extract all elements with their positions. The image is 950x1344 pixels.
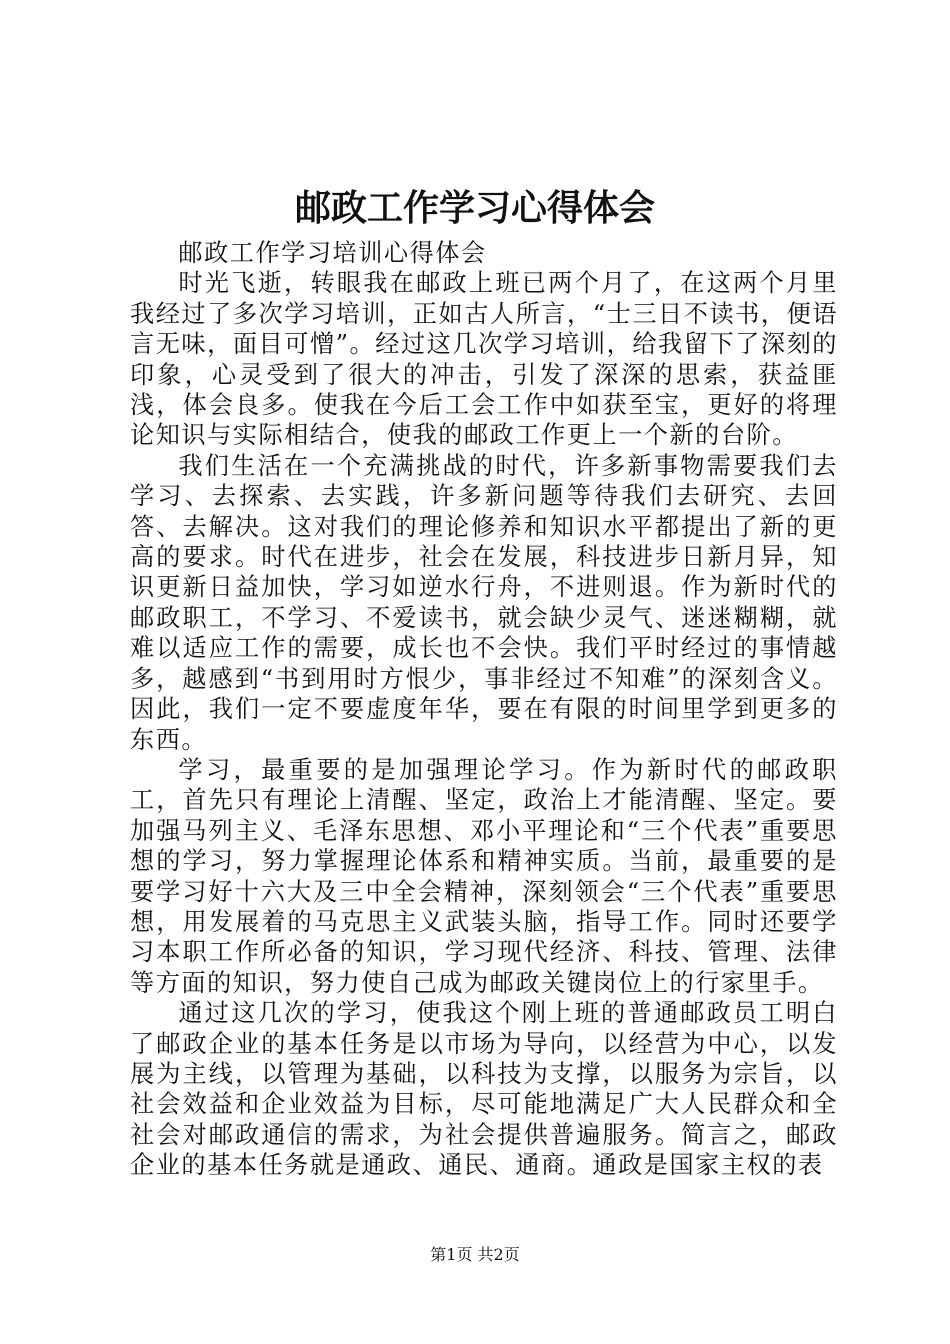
- subtitle-paragraph: 邮政工作学习培训心得体会: [178, 239, 487, 267]
- page-number-footer: 第1页 共2页: [430, 1245, 520, 1264]
- body-paragraph: 通过这几次的学习，使我这个刚上班的普通邮政员工明白了邮政企业的基本任务是以市场为导向，以经营为中心，以发展为主线，以管理为基础，以科技为支撑，以服务为宗旨，以社会效益和企业效益为目标，尽可能地满足广大人民群众和全社会对邮政通信的需求，为社会提供普遍服务。简言之，邮政企业的基本任务就是通政、通民、通商。通政是国家主权的表: [130, 999, 838, 1180]
- body-paragraph: 时光飞逝，转眼我在邮政上班已两个月了，在这两个月里我经过了多次学习培训，正如古人所言，“士三日不读书，便语言无味，面目可憎”。经过这几次学习培训，给我留下了深刻的印象，心灵受到了很大的冲击，引发了深深的思索，获益匪浅，体会良多。使我在今后工会工作中如获至宝，更好的将理论知识与实际相结合，使我的邮政工作更上一个新的台阶。: [130, 269, 838, 450]
- document-body: [130, 238, 838, 1181]
- body-paragraph: 我们生活在一个充满挑战的时代，许多新事物需要我们去学习、去探索、去实践，许多新问题等待我们去研究、去回答、去解决。这对我们的理论修养和知识水平都提出了新的更高的要求。时代在进步，社会在发展，科技进步日新月异，知识更新日益加快，学习如逆水行舟，不进则退。作为新时代的邮政职工，不学习、不爱读书，就会缺少灵气、迷迷糊糊，就难以适应工作的需要，成长也不会快。我们平时经过的事情越多，越感到“书到用时方恨少，事非经过不知难”的深刻含义。因此，我们一定不要虚度年华，要在有限的时间里学到更多的东西。: [130, 451, 838, 754]
- document-title: 邮政工作学习心得体会: [294, 187, 655, 229]
- body-paragraph: 学习，最重要的是加强理论学习。作为新时代的邮政职工，首先只有理论上清醒、坚定，政治上才能清醒、坚定。要加强马列主义、毛泽东思想、邓小平理论和“三个代表”重要思想的学习，努力掌握理论体系和精神实质。当前，最重要的是要学习好十六大及三中全会精神，深刻领会“三个代表”重要思想，用发展着的马克思主义武装头脑，指导工作。同时还要学习本职工作所必备的知识，学习现代经济、科技、管理、法律等方面的知识，努力使自己成为邮政关键岗位上的行家里手。: [130, 755, 838, 997]
